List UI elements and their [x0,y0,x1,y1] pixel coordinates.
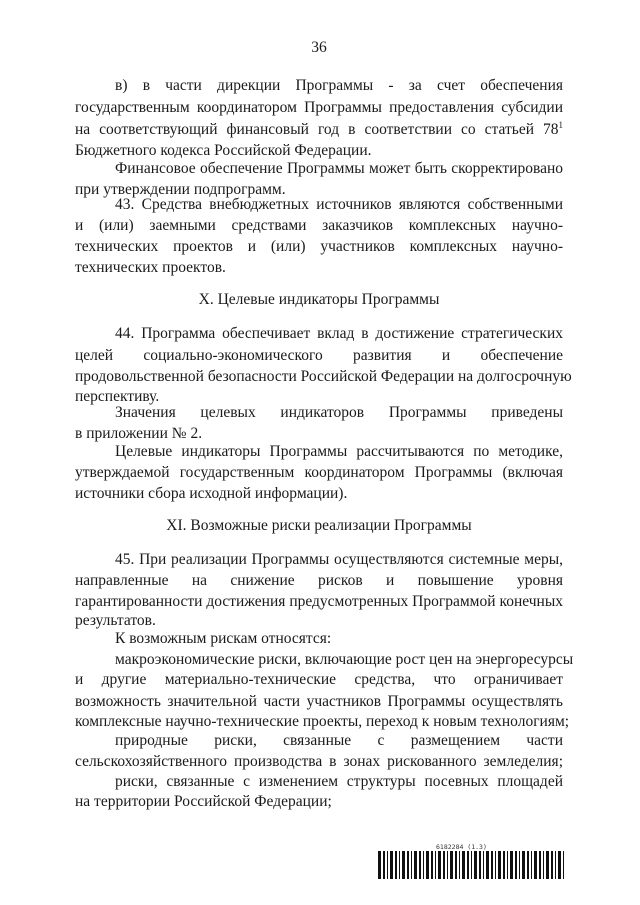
barcode-bar [483,851,484,879]
barcode-bar [431,851,433,879]
text-line [75,258,563,278]
barcode-bar [507,851,508,879]
text-line [75,346,563,366]
barcode-bar [378,851,381,879]
barcode-bar [447,851,448,879]
text-line-content: 45. При реализации Программы осуществляются системные меры, [115,551,563,568]
text-line-content: возможность значительной части участников Программы осуществлять [75,693,563,710]
barcode-bar [395,851,397,879]
text-line-content: 43. Средства внебюджетных источников являются собственными [115,196,563,213]
text-line [115,403,563,423]
text-line [115,324,563,344]
barcode-bar [419,851,421,879]
barcode-bar [515,851,517,879]
barcode-bar [503,851,505,879]
text-line-content: технических проектов и (или) участников комплексных научно- [75,238,563,255]
barcode-image [378,851,564,879]
barcode-bar [486,851,489,879]
barcode-bar [563,851,564,879]
barcode-bar [414,851,417,879]
text-line-content: на соответствующий финансовый год в соответствии со статьей 78 [75,121,559,138]
barcode-bar [491,851,493,879]
barcode-bar [407,851,409,879]
barcode-bar [495,851,496,879]
text-line [75,712,570,732]
barcode-bar [383,851,385,879]
text-line [115,550,563,570]
barcode-bar [467,851,469,879]
text-line [115,76,563,96]
text-line-content: риски, связанные с изменением структуры посевных площадей [115,773,563,790]
text-line [115,159,563,179]
text-line-content: целей социально-экономического развития и обеспечение [75,347,563,364]
barcode-bar [462,851,465,879]
text-line [115,772,563,792]
text-line [75,592,563,612]
barcode-bar [546,851,549,879]
barcode-bar [519,851,520,879]
text-line-content: продовольственной безопасности Российской Федерации на долгосрочную [75,368,572,385]
text-line-content: и (или) заемными средствами заказчиков комплексных научно- [75,217,563,234]
text-line-content: при утверждении подпрограмм. [75,181,286,198]
text-line-content: макроэкономические риски, включающие рост цен на энергоресурсы [115,651,574,668]
section-heading: X. Целевые индикаторы Программы [198,291,440,308]
text-line [115,731,563,751]
barcode-bar [387,851,388,879]
barcode-bar [471,851,472,879]
text-line-content: комплексные научно-технические проекты, переход к новым технологиям; [75,713,570,730]
barcode-bar [423,851,424,879]
barcode-bar [438,851,441,879]
barcode-bar [450,851,453,879]
text-line [75,792,563,812]
barcode-bar [498,851,501,879]
barcode-bar [527,851,529,879]
barcode-bar [390,851,393,879]
text-line [75,463,563,483]
text-line-content: перспективу. [75,388,160,405]
text-line-content: в приложении № 2. [75,425,203,442]
text-line [75,98,563,118]
barcode-number: 6182284 (1.3) [436,843,487,851]
barcode-bar [402,851,405,879]
barcode-bar [558,851,561,879]
text-line-content: на территории Российской Федерации; [75,793,332,810]
text-line-content: К возможным рискам относятся: [115,630,332,647]
text-line [115,442,563,462]
text-line [75,216,563,236]
text-line [115,629,563,649]
barcode-bar [474,851,477,879]
text-line [115,650,574,670]
text-line [115,195,563,215]
text-line [75,611,563,631]
text-line [75,141,563,161]
text-line-content: гарантированности достижения предусмотренных Программой конечных [75,593,563,610]
barcode-bar [543,851,544,879]
barcode-bar [539,851,541,879]
page-number: 36 [311,39,327,56]
barcode-bar [426,851,429,879]
text-line [75,752,563,772]
barcode-bar [522,851,525,879]
barcode-bar [510,851,513,879]
text-line [75,120,563,140]
barcode-bar [399,851,400,879]
text-line [75,571,563,591]
barcode-bar [411,851,412,879]
barcode-bar [459,851,460,879]
barcode-bar [531,851,532,879]
text-line-content: Бюджетного кодекса Российской Федерации. [75,142,372,159]
text-line [75,367,572,387]
barcode-bar [455,851,457,879]
barcode-bar [435,851,436,879]
section-heading: XI. Возможные риски реализации Программы [166,517,472,534]
text-line-content: источники сбора исходной информации). [75,485,348,502]
text-line-content: и другие материально-технические средства, что ограничивает [75,671,563,688]
barcode-bar [534,851,537,879]
superscript: 1 [558,119,563,130]
text-line [75,670,563,690]
text-line-content: результатов. [75,612,156,629]
text-line-content: природные риски, связанные с размещением части [115,732,563,749]
barcode-bar [443,851,445,879]
barcode-bar [479,851,481,879]
text-line-content: направленные на снижение рисков и повышение уровня [75,572,563,589]
text-line-content: утверждаемой государственным координатором Программы (включая [75,464,563,481]
text-line [75,424,563,444]
text-line-content: Финансовое обеспечение Программы может быть скорректировано [115,160,563,177]
text-line [75,692,563,712]
text-line [75,484,563,504]
text-line-content: Целевые индикаторы Программы рассчитываются по методике, [115,443,563,460]
text-line-content: Значения целевых индикаторов Программы приведены [115,404,563,421]
text-line-content: 44. Программа обеспечивает вклад в достижение стратегических [115,325,563,342]
text-line [75,237,563,257]
text-line-content: в) в части дирекции Программы - за счет обеспечения [115,77,563,94]
text-line-content: государственным координатором Программы предоставления субсидии [75,99,563,116]
text-line-content: сельскохозяйственного производства в зонах рискованного земледелия; [75,753,563,770]
barcode-bar [555,851,556,879]
text-line-content: технических проектов. [75,259,226,276]
barcode-bar [551,851,553,879]
